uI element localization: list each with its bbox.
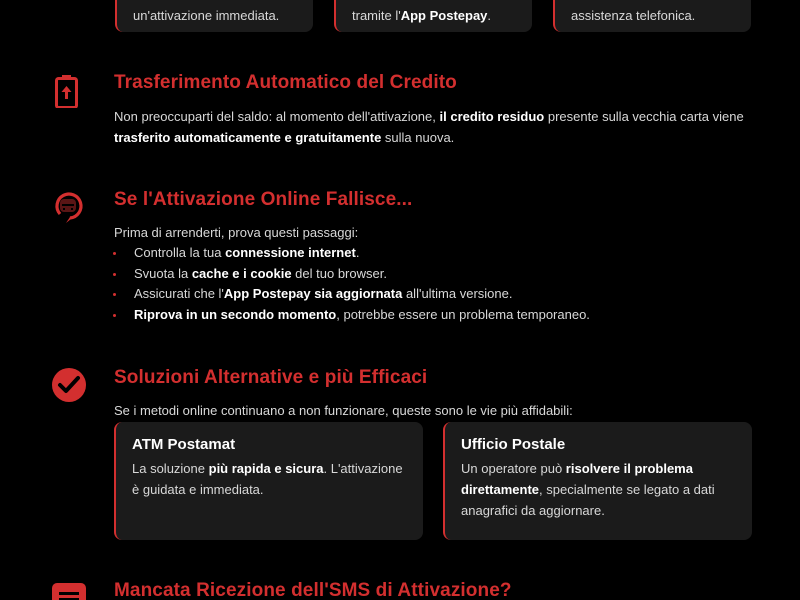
method-card xyxy=(115,0,313,32)
card-title: ATM Postamat xyxy=(132,436,236,453)
section-title: Trasferimento Automatico del Credito xyxy=(114,72,457,93)
section-title: Soluzioni Alternative e più Efficaci xyxy=(114,367,428,388)
battery-up-icon xyxy=(52,74,86,108)
section-intro: Prima di arrenderti, prova questi passaggi: xyxy=(114,225,359,240)
list-item: Controlla la tua connessione internet. xyxy=(114,243,590,264)
section-text: Non preoccuparti del saldo: al momento dell'attivazione, il credito residuo presente sulla vecchia carta viene trasferito automaticamente e gratuitamente sulla nuova. xyxy=(114,109,744,145)
section-title: Se l'Attivazione Online Fallisce... xyxy=(114,189,413,210)
list-item: Svuota la cache e i cookie del tuo browser. xyxy=(114,264,590,285)
steps-list xyxy=(114,243,590,325)
chat-help-icon xyxy=(52,190,86,224)
atm-card xyxy=(114,422,423,540)
message-icon xyxy=(52,583,86,600)
method-card xyxy=(334,0,532,32)
card-text: tramite l'App Postepay. xyxy=(352,8,492,23)
card-title: Ufficio Postale xyxy=(461,436,566,453)
card-text: La soluzione più rapida e sicura. L'attivazione è guidata e immediata. xyxy=(132,461,403,497)
method-card xyxy=(553,0,751,32)
section-intro: Se i metodi online continuano a non funzionare, queste sono le vie più affidabili: xyxy=(114,403,573,418)
card-text: Un operatore può risolvere il problema direttamente, specialmente se legato a dati anagrafici da aggiornare. xyxy=(461,461,715,518)
card-text: un'attivazione immediata. xyxy=(133,8,280,23)
section-title: Mancata Ricezione dell'SMS di Attivazione? xyxy=(114,580,512,600)
check-circle-icon xyxy=(52,368,86,402)
post-office-card xyxy=(443,422,752,540)
list-item: Riprova in un secondo momento, potrebbe essere un problema temporaneo. xyxy=(114,305,590,326)
card-text: assistenza telefonica. xyxy=(571,8,696,23)
list-item: Assicurati che l'App Postepay sia aggiornata all'ultima versione. xyxy=(114,284,590,305)
